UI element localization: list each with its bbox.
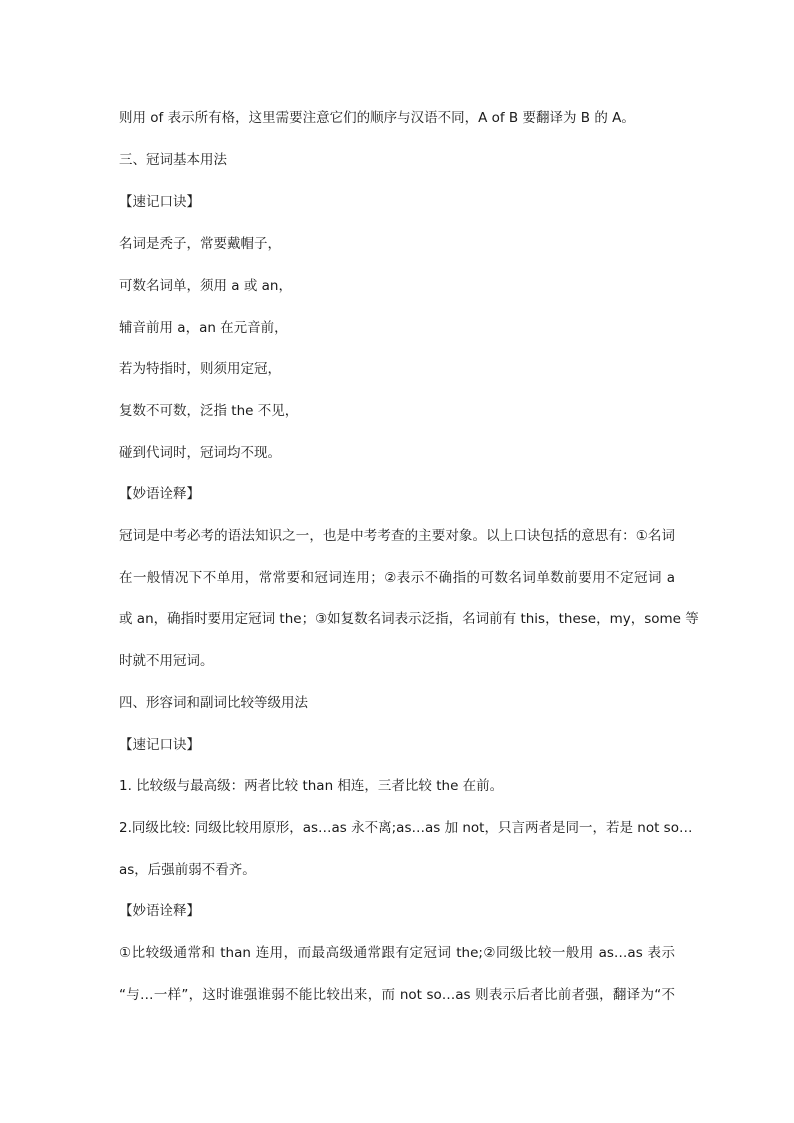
subheading-mnemonic: 【速记口诀】	[119, 737, 200, 753]
mnemonic-line: 可数名词单，须用 a 或 an，	[119, 278, 292, 294]
explanation-line: 时就不用冠词。	[119, 653, 214, 669]
subheading-mnemonic: 【速记口诀】	[119, 194, 200, 210]
mnemonic-line: 碰到代词时，冠词均不现。	[119, 445, 281, 461]
mnemonic-line: 2.同级比较: 同级比较用原形，as…as 永不离;as…as 加 not，只言两者是同一，若是 not so…	[119, 820, 693, 836]
mnemonic-line: 1. 比较级与最高级：两者比较 than 相连，三者比较 the 在前。	[119, 778, 504, 794]
mnemonic-line: 复数不可数，泛指 the 不见，	[119, 403, 299, 419]
subheading-explanation: 【妙语诠释】	[119, 486, 200, 502]
mnemonic-line: 若为特指时，则须用定冠，	[119, 361, 281, 377]
subheading-explanation: 【妙语诠释】	[119, 903, 200, 919]
explanation-line: 冠词是中考必考的语法知识之一，也是中考考查的主要对象。以上口诀包括的意思有：①名词	[119, 528, 675, 544]
explanation-line: “与…一样”，这时谁强谁弱不能比较出来，而 not so…as 则表示后者比前者强，翻译为“不	[119, 987, 675, 1003]
explanation-line: ①比较级通常和 than 连用，而最高级通常跟有定冠词 the;②同级比较一般用 as…as 表示	[119, 945, 675, 961]
section-heading-articles: 三、冠词基本用法	[119, 152, 227, 168]
mnemonic-line: 辅音前用 a，an 在元音前，	[119, 320, 288, 336]
mnemonic-line: 名词是秃子，常要戴帽子，	[119, 236, 281, 252]
explanation-line: 在一般情况下不单用，常常要和冠词连用；②表示不确指的可数名词单数前要用不定冠词 a	[119, 570, 675, 586]
section-heading-comparison: 四、形容词和副词比较等级用法	[119, 695, 308, 711]
mnemonic-line: as，后强前弱不看齐。	[119, 862, 256, 878]
paragraph-of-possessive: 则用 of 表示所有格，这里需要注意它们的顺序与汉语不同，A of B 要翻译为 B 的 A。	[119, 110, 635, 126]
explanation-line: 或 an，确指时要用定冠词 the；③如复数名词表示泛指，名词前有 this，these，my，some 等	[119, 611, 699, 627]
